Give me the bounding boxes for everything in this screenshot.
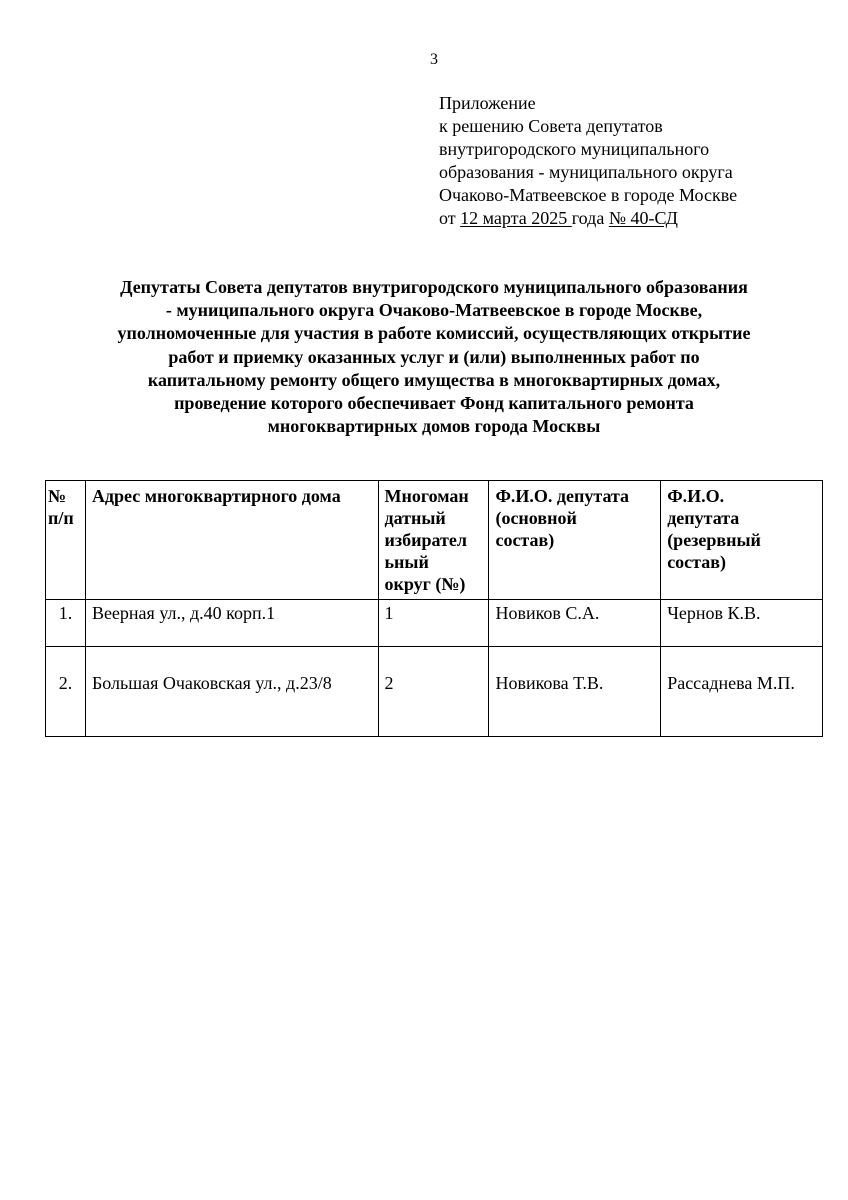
cell-address: Веерная ул., д.40 корп.1	[85, 600, 378, 647]
decision-year-word: года	[571, 208, 609, 228]
cell-address: Большая Очаковская ул., д.23/8	[85, 647, 378, 737]
appendix-line: внутригородского муниципального	[439, 139, 710, 159]
deputies-table	[45, 480, 823, 737]
title-line: уполномоченные для участия в работе комиссий, осуществляющих открытие	[117, 323, 751, 344]
table-row	[46, 647, 823, 737]
header-address-line: Адрес многоквартирного дома	[91, 486, 341, 506]
table-row	[46, 600, 823, 647]
cell-reserve-deputy: Рассаднева М.П.	[661, 647, 823, 737]
cell-number: 1.	[46, 600, 86, 647]
page-number: 3	[430, 51, 438, 68]
title-line: - муниципального округа Очаково-Матвеевское в городе Москве,	[165, 300, 703, 321]
decision-number: № 40-СД	[608, 208, 678, 228]
header-number	[46, 481, 86, 600]
appendix-line: Очаково-Матвеевское в городе Москве	[439, 185, 738, 205]
header-main-line: Ф.И.О. депутата	[495, 486, 630, 506]
header-number-line: п/п	[48, 508, 74, 528]
cell-district: 2	[378, 647, 489, 737]
cell-number: 2.	[46, 647, 86, 737]
title-line: проведение которого обеспечивает Фонд капитального ремонта	[174, 393, 694, 414]
header-district-line: датный	[384, 508, 446, 528]
header-district-line: избирател	[384, 530, 467, 550]
table-header-row	[46, 481, 823, 600]
header-district-line: округ (№)	[384, 574, 466, 594]
header-district-line: Многоман	[384, 486, 469, 506]
cell-main-deputy: Новиков С.А.	[489, 600, 661, 647]
header-district	[378, 481, 489, 600]
appendix-line: Приложение	[439, 93, 536, 113]
appendix-decision-line	[439, 207, 839, 230]
title-line: работ и приемку оказанных услуг и (или) выполненных работ по	[168, 346, 700, 367]
title-line: многоквартирных домов города Москвы	[267, 416, 601, 437]
appendix-block	[439, 92, 839, 230]
header-reserve-line: состав)	[667, 552, 726, 572]
header-main-deputy	[489, 481, 661, 600]
header-main-line: (основной	[495, 508, 577, 528]
title-line: Депутаты Совета депутатов внутригородского муниципального образования	[120, 277, 748, 297]
cell-district: 1	[378, 600, 489, 647]
header-reserve-line: депутата	[667, 508, 740, 528]
decision-prefix: от	[439, 208, 461, 228]
header-reserve-line: Ф.И.О.	[667, 486, 725, 506]
appendix-line: к решению Совета депутатов	[439, 116, 663, 136]
header-number-line: №	[48, 486, 67, 506]
appendix-line: образования - муниципального округа	[439, 162, 733, 182]
title-line: капитальному ремонту общего имущества в многоквартирных домах,	[147, 369, 721, 390]
header-main-line: состав)	[495, 530, 555, 550]
document-title	[40, 276, 828, 438]
header-address	[85, 481, 378, 600]
header-district-line: ьный	[384, 552, 429, 572]
header-reserve-deputy	[661, 481, 823, 600]
cell-reserve-deputy: Чернов К.В.	[661, 600, 823, 647]
header-reserve-line: (резервный	[667, 530, 761, 550]
cell-main-deputy: Новикова Т.В.	[489, 647, 661, 737]
decision-date: 12 марта 2025	[460, 208, 572, 228]
